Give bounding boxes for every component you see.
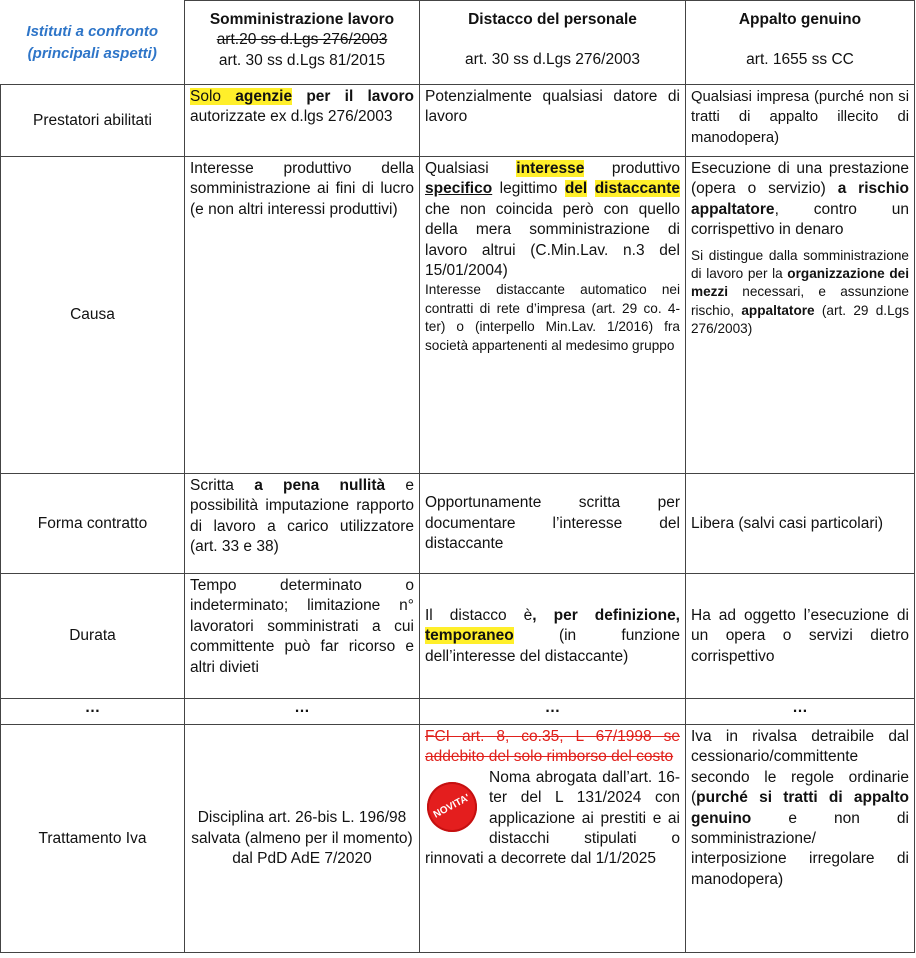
cell-text: necessari, e assunzione rischio,: [691, 284, 909, 318]
ellipsis-cell: …: [185, 699, 420, 725]
cell-forma-distacco: Opportunamente scritta per documentare l’interesse del distaccante: [420, 474, 686, 574]
cell-durata-somministrazione: Tempo determinato o indeterminato; limitazione n° lavoratori somministrati a cui committente può far ricorso e altri divieti: [185, 574, 420, 699]
cell-text: autorizzate ex d.lgs 276/2003: [190, 108, 393, 126]
header-title: Distacco del personale: [468, 11, 637, 28]
cell-text: che non coincida però con quello della mera somministrazione di lavoro altrui (C.Min.Lav. n.3 del 15/01/2004): [425, 200, 680, 280]
highlight-text: Solo: [190, 88, 236, 105]
row-label-forma: Forma contratto: [1, 474, 185, 574]
cell-prestatori-somministrazione: [185, 85, 420, 157]
highlight-bold-text: distaccante: [594, 180, 680, 198]
bold-text: organizzazione dei mezzi: [691, 266, 909, 300]
highlight-bold-text: agenzie: [235, 88, 293, 105]
table-row: [1, 699, 915, 725]
cell-causa-distacco: [420, 157, 686, 474]
cell-prestatori-appalto: Qualsiasi impresa (purché non si tratti di appalto illecito di manodopera): [686, 85, 915, 157]
causa-appalto-note: [691, 247, 909, 339]
cell-text: Qualsiasi: [425, 160, 517, 177]
ellipsis-cell: …: [1, 699, 185, 725]
header-title: Somministrazione lavoro: [209, 11, 395, 28]
cell-causa-somministrazione: Interesse produttivo della somministrazione ai fini di lucro (e non altri interessi produttivi): [185, 157, 420, 474]
table-row: [1, 85, 915, 157]
table-row: [1, 725, 915, 953]
novita-badge-icon: NOVITA': [418, 773, 486, 841]
header-row: [1, 1, 915, 85]
header-somministrazione: [185, 1, 420, 85]
cell-iva-distacco: [420, 725, 686, 953]
bold-text: per il lavoro: [292, 88, 414, 105]
cell-text: , contro un corrispettivo in denaro: [691, 200, 909, 239]
corner-line-2: (principali aspetti): [27, 44, 157, 62]
cell-text: e non di somministrazione/ interposizione irregolare di manodopera): [691, 809, 909, 888]
bold-text: purché si tratti di appalto genuino: [691, 789, 909, 827]
cell-text: (art. 29 d.Lgs 276/2003): [691, 302, 909, 337]
cell-causa-appalto: [686, 157, 915, 474]
cell-iva-appalto: [686, 725, 915, 953]
header-ref-struck: art.20 ss d.Lgs 276/2003: [216, 31, 388, 49]
cell-text: Si distingue dalla somministrazione di lavoro per la: [691, 247, 909, 282]
ellipsis-cell: …: [686, 699, 915, 725]
row-label-durata: Durata: [1, 574, 185, 699]
table-row: [1, 574, 915, 699]
highlight-bold-text: del: [564, 180, 588, 198]
cell-durata-appalto: Ha ad oggetto l’esecuzione di un opera o servizi dietro corrispettivo: [686, 574, 915, 699]
ellipsis-cell: …: [420, 699, 686, 725]
bold-text: a pena nullità: [254, 477, 386, 494]
highlight-bold-text: temporaneo: [425, 627, 514, 645]
table-row: [1, 474, 915, 574]
cell-text: Iva in rivalsa detraibile dal cessionario/committente secondo le regole ordinarie (: [691, 728, 909, 807]
bold-text: a rischio appaltatore: [691, 180, 910, 218]
cell-forma-somministrazione: [185, 474, 420, 574]
table-corner-caption: [1, 1, 185, 85]
header-ref: art. 1655 ss CC: [746, 51, 854, 69]
cell-text: Esecuzione di una prestazione (opera o servizio): [691, 160, 909, 198]
header-distacco: [420, 1, 686, 85]
cell-durata-distacco: [420, 574, 686, 699]
causa-distacco-note: Interesse distaccante automatico nei contratti di rete d’impresa (art. 29 co. 4-ter) o (interpello Min.Lav. 1/2016) fra società appartenenti al medesimo gruppo: [425, 282, 680, 353]
cell-text: legittimo: [492, 180, 565, 198]
cell-text: (in funzione dell’interesse del distaccante): [425, 627, 680, 665]
bold-text: , per definizione,: [532, 606, 680, 624]
cell-text: e possibilità imputazione rapporto di lavoro a carico utilizzatore (art. 33 e 38): [190, 477, 414, 556]
header-ref: art. 30 ss d.Lgs 276/2003: [465, 51, 640, 69]
cell-forma-appalto: Libera (salvi casi particolari): [686, 474, 915, 574]
cell-text: produttivo: [584, 160, 680, 177]
underlined-bold-text: specifico: [425, 180, 493, 198]
cell-text: Noma abrogata dall’art. 16-ter del L 131/2024 con applicazione ai prestiti e ai distacchi stipulati o rinnovati a decorrete dal 1/1/2025: [425, 768, 680, 868]
cell-text: Scritta: [190, 477, 255, 494]
header-appalto: [686, 1, 915, 85]
highlight-bold-text: interesse: [516, 160, 585, 177]
corner-line-1: Istituti a confronto: [26, 22, 159, 40]
header-title: Appalto genuino: [738, 11, 862, 28]
cell-iva-somministrazione: Disciplina art. 26-bis L. 196/98 salvata (almeno per il momento) dal PdD AdE 7/2020: [185, 725, 420, 953]
row-label-prestatori: Prestatori abilitati: [1, 85, 185, 157]
header-ref: art. 30 ss d.Lgs 81/2015: [218, 51, 386, 69]
row-label-causa: Causa: [1, 157, 185, 474]
bold-text: appaltatore: [741, 302, 815, 318]
row-label-iva: Trattamento Iva: [1, 725, 185, 953]
cell-prestatori-distacco: Potenzialmente qualsiasi datore di lavoro: [420, 85, 686, 157]
cell-text: Il distacco è: [425, 606, 533, 624]
table-row: [1, 157, 915, 474]
struck-old-rule: FCI art. 8, co.35, L 67/1998 se addebito del solo rimborso del costo: [425, 728, 680, 766]
